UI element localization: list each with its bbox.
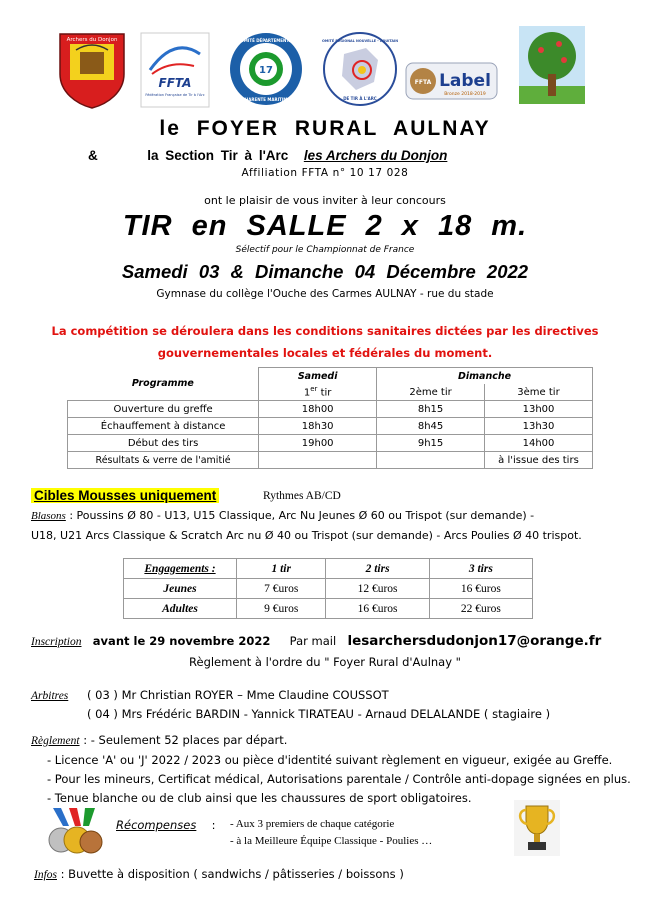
email-link[interactable]: lesarchersdudonjon17@orange.fr [347,633,602,649]
programme-table [67,367,593,469]
sanitary-notice [0,320,650,364]
inscription-deadline: avant le 29 novembre 2022 [92,634,271,648]
reglement-ordre: Règlement à l'ordre du " Foyer Rural d'Aulnay " [189,655,461,669]
table-row: Début des tirs 19h00 9h15 14h00 [68,435,593,452]
par-mail: Par mail [289,634,337,648]
club-name: les Archers du Donjon [303,148,448,163]
col-3-tirs: 3 tirs [429,559,532,579]
trophy-icon [514,800,560,856]
recompenses-colon: : [211,818,216,832]
label-ffta-logo [405,62,498,100]
arbitres-line-2: ( 04 ) Mrs Frédéric BARDIN - Yannick TIRATEAU - Arnaud DELALANDE ( stagiaire ) [87,707,551,721]
infos-label: Infos [34,869,57,881]
engagements-table [123,558,533,619]
section-text: la Section Tir à l'Arc [147,148,289,163]
col-2-tirs: 2 tirs [326,559,429,579]
blasons-line-1: : Poussins Ø 80 - U13, U15 Classique, Arc Nu Jeunes Ø 60 ou Trispot (sur demande) - [65,509,535,522]
dimanche-header: Dimanche [377,368,593,385]
engagements-header: Engagements : [124,559,237,579]
label-sub-text: Bronze 2018-2019 [444,92,486,97]
blasons-line-2: U18, U21 Arcs Classique & Scratch Arc nu Ø 40 ou Trispot (sur demande) - Arcs Poulies Ø 40 trispot. [31,529,582,542]
comite-reg-text: COMITÉ RÉGIONAL NOUVELLE - AQUITAINE [322,39,398,43]
archers-donjon-logo [56,30,128,110]
samedi-header: Samedi [259,368,377,385]
blasons-label: Blasons [31,510,66,522]
blasons [31,506,631,545]
invite-text: ont le plaisir de vous inviter à leur concours [204,194,446,207]
cibles-title: Cibles Mousses uniquement [31,488,219,503]
event-dates: Samedi 03 & Dimanche 04 Décembre 2022 [121,261,529,282]
section-line [88,148,447,163]
table-row: Jeunes 7 €uros 12 €uros 16 €uros [124,579,533,599]
tir1-header: 1er tir [259,384,377,401]
tree-logo [519,26,585,104]
comite-dep-text: COMITÉ DÉPARTEMENTAL [237,38,295,43]
tir2-header: 2ème tir [377,384,485,401]
amp-text: & [88,148,98,163]
notice-line-1: La compétition se déroulera dans les conditions sanitaires dictées par les directives [51,324,599,338]
reglement-line-3: - Tenue blanche ou de club ainsi que les chaussures de sport obligatoires. [47,791,472,805]
table-row: Ouverture du greffe 18h00 8h15 13h00 [68,401,593,418]
recompenses [116,818,216,832]
affiliation: Affiliation FFTA n° 10 17 028 [241,167,409,179]
table-row: Échauffement à distance 18h30 8h45 13h30 [68,418,593,435]
ffta-logo [140,32,210,108]
comite-regional-logo [322,30,398,108]
medals-icon [45,806,103,858]
ffta-sub-text: Fédération Française de Tir à l'Arc [145,93,205,97]
reglement-line-1: - Licence 'A' ou 'J' 2022 / 2023 ou pièce d'identité suivant règlement en vigueur, exigée au Greffe. [47,753,613,767]
archers-shield-text: Archers du Donjon [66,37,118,43]
arbitres-label: Arbitres [31,690,69,702]
recompenses-line-1: - Aux 3 premiers de chaque catégorie [230,818,395,830]
comite-reg-sub-text: DE TIR À L'ARC [343,96,377,101]
label-text: Label [439,71,491,91]
inscription [31,633,601,649]
table-row: Résultats & verre de l'amitié à l'issue des tirs [68,452,593,469]
inscription-label: Inscription [31,636,82,648]
recompenses-line-2: - à la Meilleure Équipe Classique - Poulies … [230,835,433,847]
selectif-text: Sélectif pour le Championnat de France [235,245,415,255]
programme-header: Programme [131,378,194,390]
page-title: le FOYER RURAL AULNAY [159,117,491,140]
event-title: TIR en SALLE 2 x 18 m. [122,210,528,242]
infos-text: : Buvette à disposition ( sandwichs / pâtisseries / boissons ) [60,867,404,881]
reglement-line-0: : - Seulement 52 places par départ. [83,733,288,747]
reglement-line-2: - Pour les mineurs, Certificat médical, Autorisations parentale / Contrôle anti-dopage signées en plus. [47,772,631,786]
comite-departemental-logo [228,30,304,108]
venue: Gymnase du collège l'Ouche des Carmes AULNAY - rue du stade [156,288,494,300]
infos [34,867,404,881]
arbitres [31,686,550,723]
tir3-header: 3ème tir [484,384,592,401]
reglement-label: Règlement [31,735,80,747]
notice-line-2: gouvernementales locales et fédérales du moment. [157,346,493,360]
svg-text:FFTA: FFTA [414,79,432,86]
ffta-text: FFTA [158,76,192,90]
table-row: Adultes 9 €uros 16 €uros 22 €uros [124,599,533,619]
arbitres-line-1: ( 03 ) Mr Christian ROYER – Mme Claudine COUSSOT [87,688,389,702]
recompenses-label: Récompenses [116,818,197,832]
rythmes: Rythmes AB/CD [263,490,341,502]
comite-region-text: CHARENTE MARITIME [242,97,290,102]
reglement [31,731,641,808]
col-1-tir: 1 tir [237,559,326,579]
comite-num-text: 17 [259,65,273,76]
